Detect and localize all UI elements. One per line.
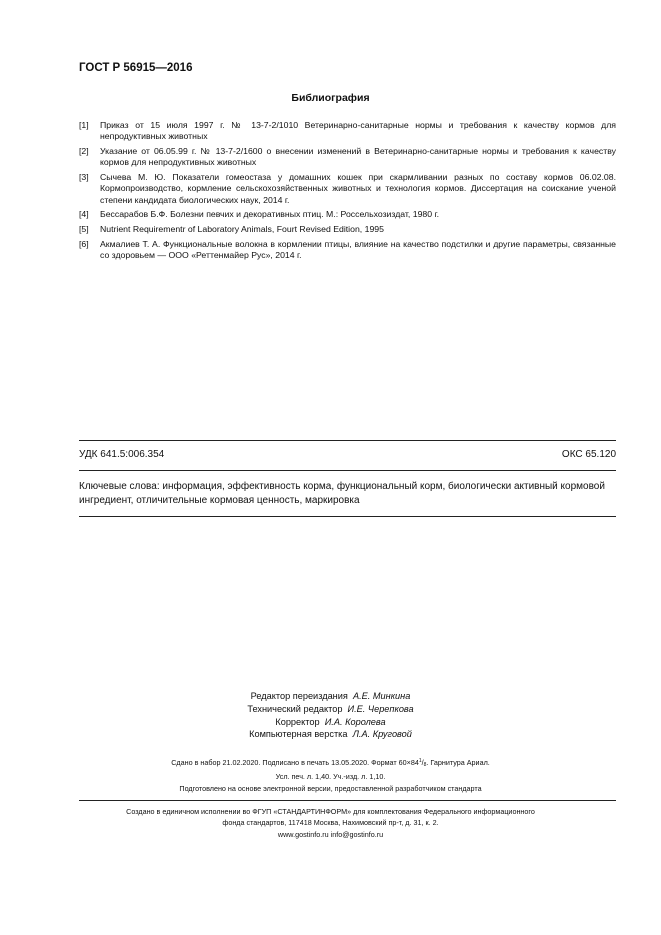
format-fraction-numerator: 1 [418,758,422,764]
bibliography-title: Библиография [291,92,370,104]
bibliography-item [79,224,616,235]
staff-row [0,703,661,716]
publisher-contacts: www.gostinfo.ru info@gostinfo.ru [277,829,384,839]
divider-bottom [79,516,616,517]
bibliography-item-number: [5] [79,224,89,234]
staff-name: Л.А. Круговой [352,729,412,740]
format-fraction-denominator: 8 [423,762,427,768]
bibliography-item-text: Nutrient Requirementr of Laboratory Animals, Fourt Revised Edition, 1995 [100,224,384,234]
staff-row [0,716,661,729]
staff-name: И.Е. Черепкова [347,703,414,714]
publisher-info [0,806,661,840]
bibliography-item-number: [3] [79,172,89,182]
print-sheets-line: Усл. печ. л. 1,40. Уч.-изд. л. 1,10. [275,772,386,781]
oks-code: ОКС 65.120 [561,449,616,460]
keywords: Ключевые слова: информация, эффективность корма, функциональный корм, биологически активный кормовой ингредиент, отличительные кормовая ценность, маркировка [79,481,605,506]
document-header: ГОСТ Р 56915—2016 [79,62,193,74]
staff-name: А.Е. Минкина [352,691,411,701]
print-info [0,755,661,795]
print-source-line: Подготовлено на основе электронной версии, предоставленной разработчиком стандарта [179,784,482,793]
staff-role: Технический редактор [247,703,343,714]
staff-role: Компьютерная верстка [249,729,348,740]
bibliography-item [79,120,616,143]
bibliography-list [79,120,616,265]
classification-row [79,449,616,460]
divider-top [79,440,616,441]
bibliography-item [79,209,616,220]
bibliography-item-text: Указание от 06.05.99 г. № 13-7-2/1600 о внесении изменений в Ветеринарно-санитарные нормы и требования к качеству кормов для непродуктивных животных [100,146,616,168]
staff-row [0,728,661,741]
staff-row [0,690,661,703]
bibliography-item [79,239,616,262]
bibliography-item-number: [6] [79,238,89,249]
staff-role: Корректор [275,716,320,727]
staff-name: И.А. Королева [324,716,386,727]
divider-middle [79,470,616,471]
udk-code: УДК 641.5:006.354 [79,449,165,460]
print-info-line: Сдано в набор 21.02.2020. Подписано в печать 13.05.2020. Формат $60\times 84^1/_8$. Гарнитура Ариал. [171,758,490,768]
publisher-address: фонда стандартов, 117418 Москва, Нахимовский пр-т, д. 31, к. 2. [222,818,439,828]
bibliography-item-text: Бессарабов Б.Ф. Болезни певчих и декоративных птиц. М.: Россельхозиздат, 1980 г. [100,209,440,220]
staff-list [0,690,661,741]
bibliography-item-text: Сычева М. Ю. Показатели гомеостаза у домашних кошек при скармливании разных по составу кормов 06.02.08. Кормопроизводство, кормление сельскохозяйственных животных и технология кормов. Диссертация на соискание ученой степени кандидата биологических наук, 2014 г. [100,172,616,205]
publisher-line: Создано в единичном исполнении во ФГУП «СТАНДАРТИНФОРМ» для комплектования Федерального информационного [126,807,535,816]
bibliography-item-number: [1] [79,120,89,130]
bibliography-item-text: Акмалиев Т. А. Функциональные волокна в кормлении птицы, влияние на качество подстилки и другие параметры, связанные со здоровьем — ООО «Реттенмайер Рус», 2014 г. [100,238,616,260]
bibliography-item-number: [2] [79,146,89,156]
bibliography-item-text: Приказ от 15 июля 1997 г. № 13-7-2/1010 Ветеринарно-санитарные нормы и требования к качеству кормов для непродуктивных животных [100,120,616,142]
bibliography-item-number: [4] [79,209,89,220]
bibliography-item [79,146,616,169]
staff-role: Редактор переиздания [250,691,348,701]
print-dates-format: Сдано в набор 21.02.2020. Подписано в печать 13.05.2020. Формат 60×84 [171,758,419,767]
print-typeface: . Гарнитура Ариал. [426,758,490,767]
bibliography-item [79,172,616,206]
divider-footer [79,800,616,801]
